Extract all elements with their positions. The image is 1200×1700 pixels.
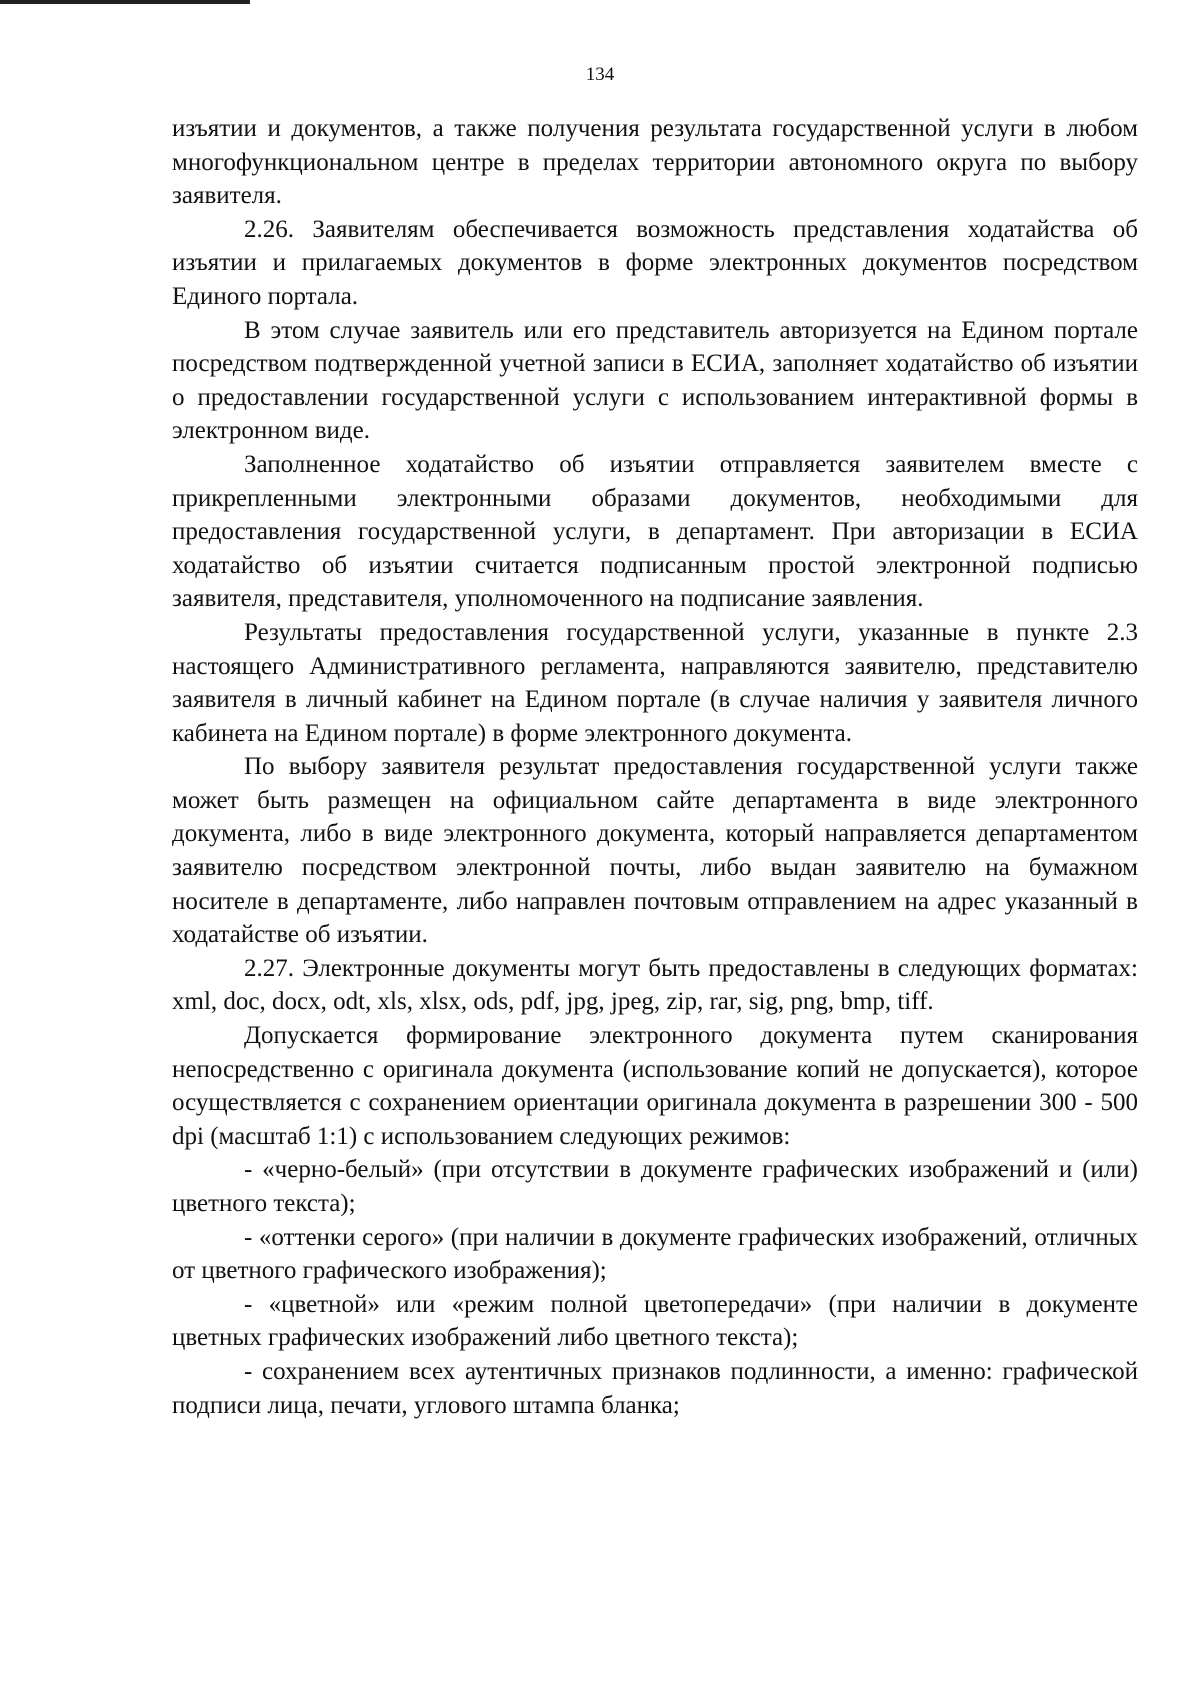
paragraph-authorization: В этом случае заявитель или его представитель авторизуется на Едином портале посредством подтвержденной учетной записи в ЕСИА, заполняет ходатайство об изъятии о предоставлении государственной услуги с использованием интерактивной формы в электронном виде. bbox=[172, 316, 1138, 445]
scan-edge-mark bbox=[0, 0, 250, 4]
list-item-authenticity: - сохранением всех аутентичных признаков подлинности, а именно: графической подписи лица, печати, углового штампа бланка; bbox=[172, 1357, 1138, 1419]
paragraph-results: Результаты предоставления государственной услуги, указанные в пункте 2.3 настоящего Административного регламента, направляются заявителю, представителю заявителя в личный кабинет на Едином портале (в случае наличия у заявителя личного кабинета на Едином портале) в форме электронного документа. bbox=[172, 618, 1138, 747]
paragraph-2-26: 2.26. Заявителям обеспечивается возможность представления ходатайства об изъятии и прилагаемых документов в форме электронных документов посредством Единого портала. bbox=[172, 215, 1138, 310]
list-item-color: - «цветной» или «режим полной цветопередачи» (при наличии в документе цветных графических изображений либо цветного текста); bbox=[172, 1290, 1138, 1352]
paragraph-scanning: Допускается формирование электронного документа путем сканирования непосредственно с оригинала документа (использование копий не допускается), которое осуществляется с сохранением ориентации оригинала документа в разрешении 300 - 500 dpi (масштаб 1:1) с использованием следующих режимов: bbox=[172, 1022, 1138, 1150]
page-number: 134 bbox=[585, 64, 615, 85]
paragraph-submission: Заполненное ходатайство об изъятии отправляется заявителем вместе с прикрепленными электронными образами документов, необходимыми для предоставления государственной услуги, в департамент. При авторизации в ЕСИА ходатайство об изъятии считается подписанным простой электронной подписью заявителя, представителя, уполномоченного на подписание заявления. bbox=[172, 450, 1138, 613]
paragraph-result-choice: По выбору заявителя результат предоставления государственной услуги также может быть размещен на официальном сайте департамента в виде электронного документа, либо в виде электронного документа, который направляется департаментом заявителю посредством электронной почты, либо выдан заявителю на бумажном носителе в департаменте, либо направлен почтовым отправлением на адрес указанный в ходатайстве об изъятии. bbox=[172, 753, 1138, 949]
list-item-black-white: - «черно-белый» (при отсутствии в документе графических изображений и (или) цветного текста); bbox=[172, 1156, 1138, 1217]
paragraph-2-27-formats: 2.27. Электронные документы могут быть предоставлены в следующих форматах: xml, doc, docx, odt, xls, xlsx, ods, pdf, jpg, jpeg, zip, rar, sig, png, bmp, tiff. bbox=[172, 954, 1138, 1016]
paragraph-continuation: изъятии и документов, а также получения результата государственной услуги в любом многофункциональном центре в пределах территории автономного округа по выбору заявителя. bbox=[172, 115, 1138, 210]
list-item-grayscale: - «оттенки серого» (при наличии в документе графических изображений, отличных от цветного графического изображения); bbox=[172, 1223, 1138, 1285]
document-body bbox=[172, 112, 1138, 1422]
